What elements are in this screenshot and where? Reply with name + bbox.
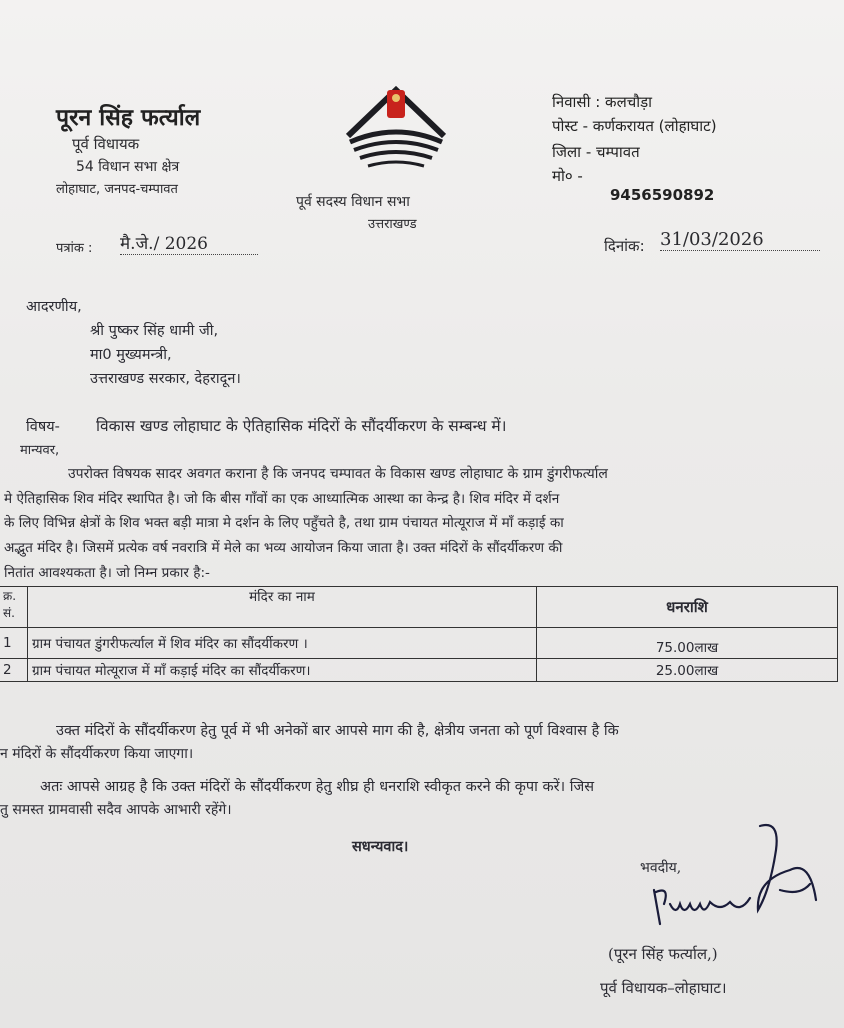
- letterhead-constituency: 54 विधान सभा क्षेत्र: [76, 159, 180, 175]
- addressee-line: श्री पुष्कर सिंह धामी जी,: [90, 323, 219, 339]
- body-line: उपरोक्त विषयक सादर अवगत कराना है कि जनपद चम्पावत के विकास खण्ड लोहाघाट के ग्राम डुंगरीफर्त्याल: [68, 466, 608, 482]
- closing-line: न मंदिरों के सौंदर्यीकरण किया जाएगा।: [0, 746, 194, 762]
- addressee-line: उत्तराखण्ड सरकार, देहरादून।: [90, 371, 241, 387]
- signatory-name: (पूरन सिंह फर्त्याल,): [608, 945, 718, 963]
- subject-text: विकास खण्ड लोहाघाट के ऐतिहासिक मंदिरों के सौंदर्यीकरण के सम्बन्ध में।: [96, 417, 507, 435]
- table-row: [0, 659, 838, 682]
- letterhead-name: पूरन सिंह फर्त्याल: [56, 104, 201, 131]
- closing-line: उक्त मंदिरों के सौंदर्यीकरण हेतु पूर्व में भी अनेकों बार आपसे माग की है, क्षेत्रीय जनता को पूर्ण विश्वास है कि: [56, 723, 619, 739]
- temple-budget-table: [0, 586, 838, 682]
- body-line: मे ऐतिहासिक शिव मंदिर स्थापित है। जो कि बीस गाँवों का एक आध्यात्मिक आस्था का केन्द्र है। शिव मंदिर में दर्शन: [4, 491, 560, 507]
- district: जिला - चम्पावत: [552, 143, 640, 161]
- table-header-sn: क्र. सं.: [0, 587, 28, 628]
- table-header-name: मंदिर का नाम: [28, 587, 537, 628]
- mobile-label: मो० -: [552, 167, 583, 185]
- body-line: नितांत आवश्यकता है। जो निम्न प्रकार है:-: [4, 565, 210, 581]
- table-cell-amount: 25.00लाख: [537, 659, 838, 682]
- date-label: दिनांक:: [604, 237, 645, 255]
- table-cell-sn: 1: [0, 628, 28, 659]
- state-name: उत्तराखण्ड: [368, 217, 417, 232]
- reference-number: मै.जे./ 2026: [120, 231, 258, 255]
- thanks-text: सधन्यवाद।: [352, 839, 409, 855]
- table-header-amount: धनराशि: [537, 587, 838, 628]
- letterhead-designation: पूर्व विधायक: [72, 135, 140, 153]
- table-cell-name: ग्राम पंचायत डुंगरीफर्त्याल में शिव मंदिर का सौंदर्यीकरण ।: [28, 628, 537, 659]
- table-row: [0, 628, 838, 659]
- uttarakhand-emblem-icon: [340, 82, 452, 174]
- residence: निवासी : कलचौड़ा: [552, 93, 653, 111]
- subject-label: विषय-: [26, 419, 60, 435]
- date-value: 31/03/2026: [660, 229, 820, 251]
- yours-faithfully: भवदीय,: [640, 860, 682, 876]
- table-cell-sn: 2: [0, 659, 28, 682]
- handwritten-signature: [640, 820, 830, 930]
- table-cell-name: ग्राम पंचायत मोत्यूराज में माँ कड़ाई मंदिर का सौंदर्यीकरण।: [28, 659, 537, 682]
- member-title: पूर्व सदस्य विधान सभा: [296, 194, 410, 210]
- body-line: के लिए विभिन्न क्षेत्रों के शिव भक्त बड़ी मात्रा मे दर्शन के लिए पहुँचते है, तथा ग्राम पंचायत मोत्यूराज में माँ कड़ाई का: [4, 515, 564, 531]
- body-line: अद्भुत मंदिर है। जिसमें प्रत्येक वर्ष नवरात्रि में मेले का भव्य आयोजन किया जाता है। उक्त मंदिरों के सौंदर्यीकरण की: [4, 540, 563, 556]
- reference-label: पत्रांक :: [56, 241, 93, 256]
- closing-line: अतः आपसे आग्रह है कि उक्त मंदिरों के सौंदर्यीकरण हेतु शीघ्र ही धनराशि स्वीकृत करने की कृपा करें। जिस: [40, 779, 595, 795]
- table-cell-amount: 75.00लाख: [537, 628, 838, 659]
- greeting: मान्यवर,: [20, 443, 60, 458]
- post-address: पोस्ट - कर्णकरायत (लोहाघाट): [552, 117, 717, 135]
- closing-line: तु समस्त ग्रामवासी सदैव आपके आभारी रहेंगे।: [0, 802, 232, 818]
- signatory-title: पूर्व विधायक–लोहाघाट।: [600, 979, 727, 997]
- addressee-line: मा0 मुख्यमन्त्री,: [90, 347, 172, 363]
- mobile-number: 9456590892: [610, 186, 715, 204]
- letterhead-location: लोहाघाट, जनपद-चम्पावत: [56, 182, 178, 197]
- table-header-row: [0, 587, 838, 628]
- salutation: आदरणीय,: [26, 299, 82, 315]
